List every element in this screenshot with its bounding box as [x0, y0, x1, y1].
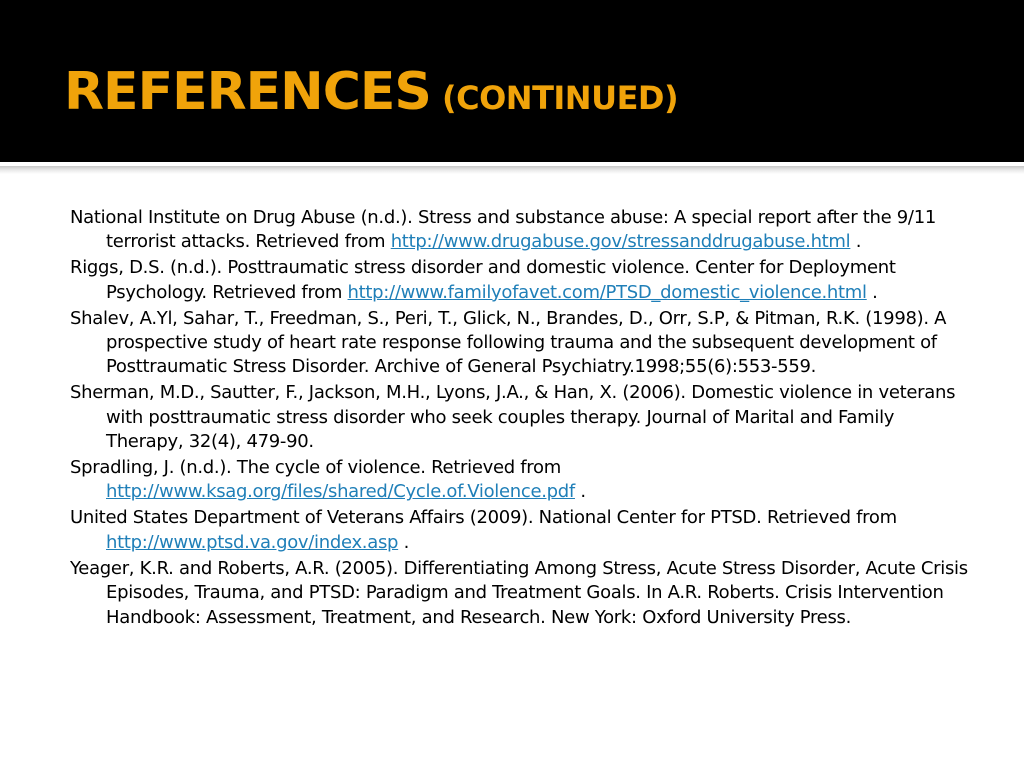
reference-text: Yeager, K.R. and Roberts, A.R. (2005). Differentiating Among Stress, Acute Stress Disorder, Acute Crisis Episodes, Trauma, and PTSD: Paradigm and Treatment Goals. In A.R. Roberts. Crisis Intervention Handbook: Assessment, Treatment, and Research. New York: Oxford University Press. [70, 557, 968, 628]
reference-text: Shalev, A.Yl, Sahar, T., Freedman, S., Peri, T., Glick, N., Brandes, D., Orr, S.P, & Pitman, R.K. (1998). A prospective study of heart rate response following trauma and the subsequent development of Posttraumatic Stress Disorder. Archive of General Psychiatry.1998;55(6):553-559. [70, 307, 947, 378]
reference-item [70, 307, 970, 380]
reference-link[interactable]: http://www.drugabuse.gov/stressanddrugabuse.html [390, 231, 851, 253]
reference-item [70, 557, 970, 630]
reference-text: Riggs, D.S. (n.d.). Posttraumatic stress disorder and domestic violence. Center for Deployment Psychology. Retrieved from [70, 257, 896, 303]
title-subtitle: (CONTINUED) [441, 79, 679, 117]
title-main: REFERENCES [64, 62, 431, 122]
reference-link[interactable]: http://www.ptsd.va.gov/index.asp [106, 531, 399, 553]
reference-text: Sherman, M.D., Sautter, F., Jackson, M.H., Lyons, J.A., & Han, X. (2006). Domestic violence in veterans with posttraumatic stress disorder who seek couples therapy. Journal of Marital and Family Therapy, 32(4), 479-90. [70, 382, 956, 453]
reference-text: United States Department of Veterans Affairs (2009). National Center for PTSD. Retrieved from [70, 507, 897, 529]
reference-end: . [872, 281, 878, 303]
reference-text: National Institute on Drug Abuse (n.d.). Stress and substance abuse: A special report after the 9/11 terrorist attacks. Retrieved from [70, 207, 937, 253]
slide-title [64, 56, 678, 134]
reference-link[interactable]: http://www.ksag.org/files/shared/Cycle.of.Violence.pdf [106, 481, 575, 503]
reference-item [70, 456, 970, 505]
reference-item [70, 256, 970, 305]
reference-end: . [855, 231, 862, 253]
reference-end: . [403, 531, 409, 553]
reference-link[interactable]: http://www.familyofavet.com/PTSD_domestic_violence.html [347, 281, 867, 303]
reference-item [70, 206, 970, 255]
reference-item [70, 506, 970, 555]
reference-item [70, 381, 970, 454]
title-divider [0, 162, 1024, 174]
reference-end: . [580, 481, 586, 503]
reference-text: Spradling, J. (n.d.). The cycle of violence. Retrieved from [70, 457, 561, 479]
reference-list [70, 206, 970, 631]
title-bar [0, 0, 1024, 162]
